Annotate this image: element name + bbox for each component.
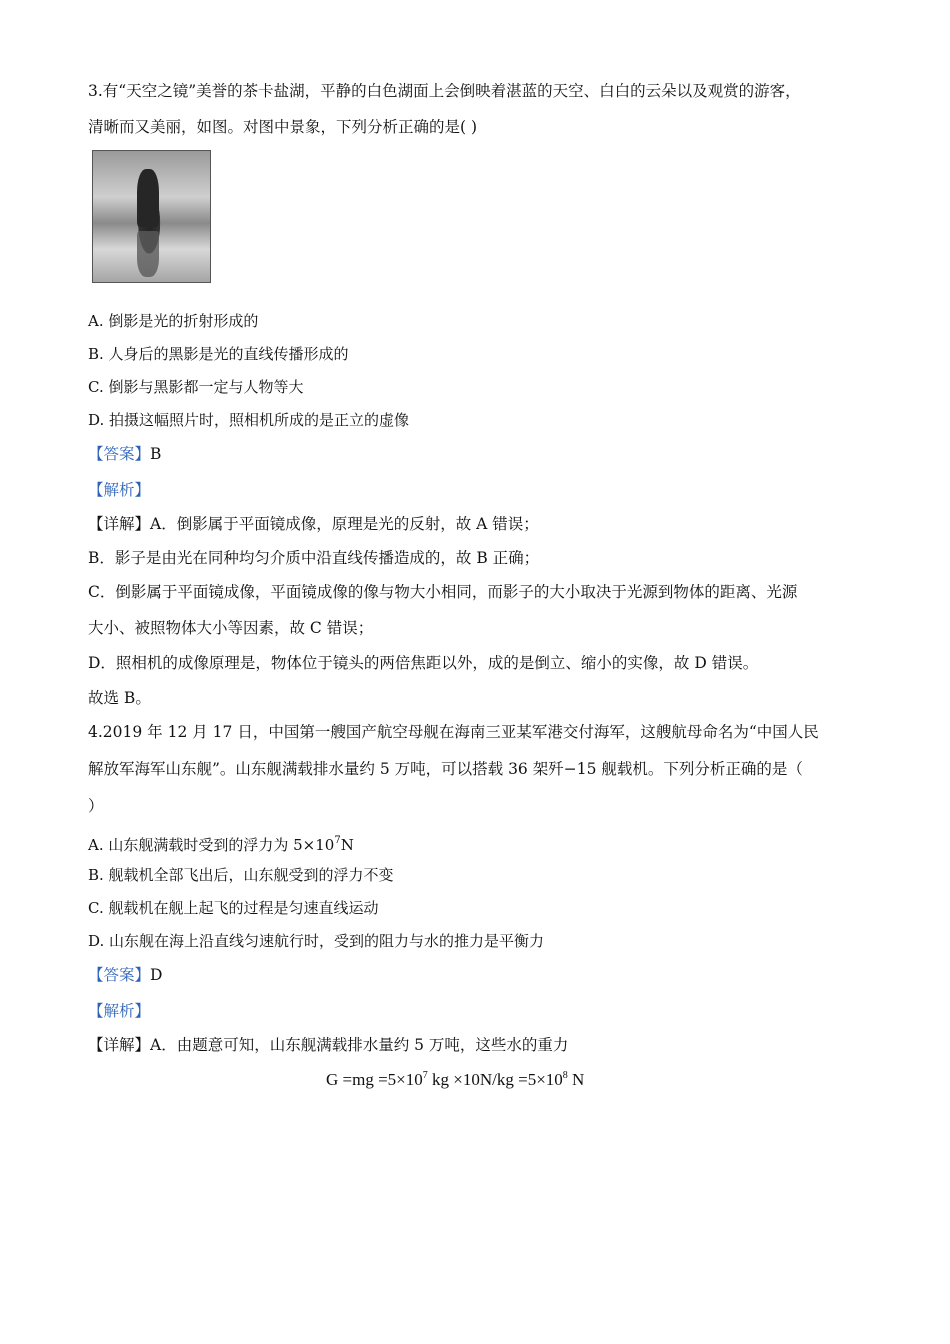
q3-option-c: C. 倒影与黑影都一定与人物等大 bbox=[88, 378, 304, 396]
gravity-formula bbox=[326, 1070, 584, 1090]
q3-conclusion: 故选 B。 bbox=[88, 689, 151, 707]
formula-part1: G =mg =5×10 bbox=[326, 1070, 423, 1089]
analysis-tag: 【解析】 bbox=[88, 1002, 151, 1020]
detail-tag: 【详解】 bbox=[88, 515, 151, 533]
q3-analysis-tag bbox=[88, 479, 150, 501]
q3-detail-a bbox=[88, 513, 539, 535]
answer-value: D bbox=[150, 966, 163, 984]
analysis-tag: 【解析】 bbox=[88, 481, 151, 499]
q4-option-d: D. 山东舰在海上沿直线匀速航行时，受到的阻力与水的推力是平衡力 bbox=[88, 932, 545, 950]
answer-tag: 【答案】 bbox=[88, 966, 151, 984]
q4-detail-a bbox=[88, 1034, 568, 1056]
q3-option-b: B. 人身后的黑影是光的直线传播形成的 bbox=[88, 345, 349, 363]
q4-option-c: C. 舰载机在舰上起飞的过程是匀速直线运动 bbox=[88, 899, 379, 917]
q3-detail-c1: C．倒影属于平面镜成像，平面镜成像的像与物大小相同，而影子的大小取决于光源到物体的距离、光源 bbox=[88, 583, 798, 601]
q3-option-a: A. 倒影是光的折射形成的 bbox=[88, 312, 259, 330]
q4-answer bbox=[88, 964, 162, 986]
q4-stem-line3: ） bbox=[88, 797, 104, 815]
q4-option-a bbox=[88, 830, 354, 856]
q4-option-a-exponent: 7 bbox=[334, 835, 341, 846]
q4-option-b: B. 舰载机全部飞出后，山东舰受到的浮力不变 bbox=[88, 866, 394, 884]
q4-option-a-unit: N bbox=[340, 836, 354, 854]
q3-detail-b: B．影子是由光在同种均匀介质中沿直线传播造成的，故 B 正确； bbox=[88, 549, 540, 567]
q4-analysis-tag bbox=[88, 1000, 150, 1022]
formula-part3: N bbox=[567, 1070, 585, 1089]
person-reflection bbox=[137, 231, 159, 277]
q3-detail-d: D．照相机的成像原理是，物体位于镜头的两倍焦距以外，成的是倒立、缩小的实像，故 D 错误。 bbox=[88, 654, 759, 672]
q4-option-a-text: A. 山东舰满载时受到的浮力为 5×10 bbox=[88, 836, 335, 854]
detail-a-text: A．倒影属于平面镜成像，原理是光的反射，故 A 错误； bbox=[150, 515, 539, 533]
detail-tag: 【详解】 bbox=[88, 1036, 151, 1054]
formula-exp2: 8 bbox=[562, 1070, 568, 1081]
salt-lake-photo bbox=[92, 150, 211, 283]
q3-answer bbox=[88, 443, 161, 465]
formula-part2: kg ×10N/kg =5×10 bbox=[427, 1070, 563, 1089]
detail-a-text: A．由题意可知，山东舰满载排水量约 5 万吨，这些水的重力 bbox=[150, 1036, 569, 1054]
q3-option-d: D. 拍摄这幅照片时，照相机所成的是正立的虚像 bbox=[88, 411, 410, 429]
q3-stem-line2: 清晰而又美丽，如图。对图中景象，下列分析正确的是( ) bbox=[88, 118, 478, 136]
answer-value: B bbox=[150, 445, 162, 463]
q4-stem-line2: 解放军海军山东舰”。山东舰满载排水量约 5 万吨，可以搭载 36 架歼−15 舰载机。下列分析正确的是（ bbox=[88, 760, 803, 778]
formula-exp1: 7 bbox=[422, 1070, 428, 1081]
q3-detail-c2: 大小、被照物体大小等因素，故 C 错误； bbox=[88, 619, 374, 637]
q4-stem-line1: 4.2019 年 12 月 17 日，中国第一艘国产航空母舰在海南三亚某军港交付海军，这艘航母命名为“中国人民 bbox=[88, 723, 819, 741]
person-figure bbox=[137, 169, 159, 227]
q3-stem-line1: 3.有“天空之镜”美誉的茶卡盐湖，平静的白色湖面上会倒映着湛蓝的天空、白白的云朵以及观赏的游客， bbox=[88, 82, 801, 100]
answer-tag: 【答案】 bbox=[88, 445, 151, 463]
